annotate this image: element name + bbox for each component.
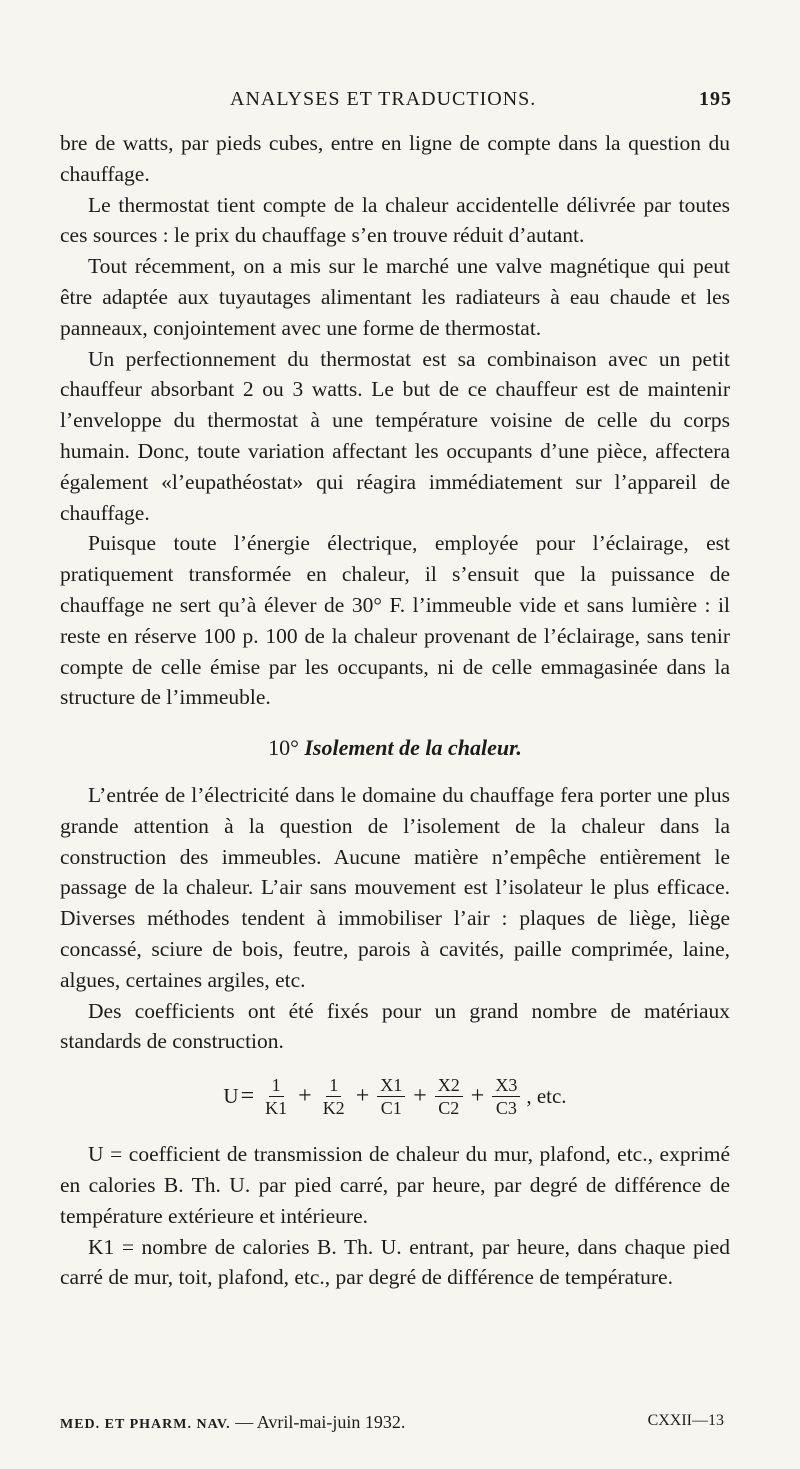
term-denominator: K2 <box>322 1097 345 1118</box>
footer-dash: — <box>235 1412 254 1432</box>
term-denominator: K1 <box>265 1097 288 1118</box>
section-title: Isolement de la chaleur. <box>304 735 522 761</box>
paragraph-3: Tout récemment, on a mis sur le marché une valve magnétique qui peut être adaptée aux tuyautages alimentant les radiateurs à eau chaude et les panneaux, conjointement avec une forme de thermostat. <box>60 254 730 340</box>
journal-name: MED. ET PHARM. NAV. <box>60 1417 231 1432</box>
page-header <box>60 88 732 120</box>
formula-term <box>377 1074 405 1119</box>
page-number: 195 <box>699 88 732 110</box>
paragraph-1: bre de watts, par pieds cubes, entre en ligne de compte dans la question du chauffage. <box>60 131 730 186</box>
term-numerator: X3 <box>492 1074 520 1097</box>
running-title: ANALYSES ET TRADUCTIONS. <box>230 88 537 110</box>
formula <box>60 1067 730 1125</box>
formula-equals: = <box>240 1082 255 1109</box>
formula-plus: + <box>470 1082 485 1109</box>
section-heading <box>60 733 730 764</box>
printer-signature: CXXII—13 <box>647 1412 724 1429</box>
term-denominator: C2 <box>438 1097 460 1118</box>
term-numerator: 1 <box>269 1074 284 1097</box>
formula-plus: + <box>298 1082 312 1109</box>
term-numerator: 1 <box>326 1074 341 1097</box>
formula-lhs: U <box>223 1083 239 1108</box>
paragraph-6: L’entrée de l’électricité dans le domaine du chauffage fera porter une plus grande attention à la question de l’isolement de la chaleur dans la construction des immeubles. Aucune matière n’empêche entièrement le passage de la chaleur. L’air sans mouvement est l’isolateur le plus efficace. Diverses méthodes tendent à immobiliser l’air : plaques de liège, liège concassé, sciure de bois, feutre, parois à cavités, paille comprimée, laine, algues, certaines argiles, etc. <box>60 782 730 992</box>
term-denominator: C3 <box>495 1097 517 1118</box>
formula-tail: , etc. <box>526 1083 567 1108</box>
formula-term <box>435 1074 463 1119</box>
paragraph-2: Le thermostat tient compte de la chaleur accidentelle délivrée par toutes ces sources : le prix du chauffage s’en trouve réduit d’autant. <box>60 192 730 248</box>
paragraph-5: Puisque toute l’énergie électrique, employée pour l’éclairage, est pratiquement transformée en chaleur, il s’ensuit que la puissance de chauffage ne sert qu’à élever de 30° F. l’immeuble vide et sans lumière : il reste en réserve 100 p. 100 de la chaleur provenant de l’éclairage, sans tenir compte de celle émise par les occupants, ni de celle emmagasinée dans la structure de l’immeuble. <box>60 531 730 710</box>
formula-term <box>262 1074 290 1119</box>
issue-date: Avril-mai-juin 1932. <box>256 1412 406 1432</box>
formula-plus: + <box>413 1082 427 1109</box>
paragraph-7: Des coefficients ont été fixés pour un grand nombre de matériaux standards de construction. <box>60 998 730 1054</box>
formula-term <box>320 1074 348 1119</box>
section-number: 10° <box>268 735 299 761</box>
journal-line <box>60 1412 405 1433</box>
term-denominator: C1 <box>380 1097 402 1118</box>
term-numerator: X2 <box>435 1074 463 1097</box>
formula-term <box>492 1074 520 1119</box>
page-footer <box>60 1412 732 1442</box>
paragraph-9: K1 = nombre de calories B. Th. U. entrant, par heure, dans chaque pied carré de mur, toit, plafond, etc., par degré de différence de température. <box>60 1234 730 1290</box>
paragraph-4: Un perfectionnement du thermostat est sa combinaison avec un petit chauffeur absorbant 2 ou 3 watts. Le but de ce chauffeur est de maintenir l’enveloppe du thermostat à une température voisine de celle du corps humain. Donc, toute variation affectant les occupants d’une pièce, affectera également «l’eupathéostat» qui réagira immédiatement sur l’appareil de chauffage. <box>60 346 730 525</box>
formula-plus: + <box>355 1082 370 1109</box>
article-body <box>60 128 730 1293</box>
term-numerator: X1 <box>377 1074 405 1097</box>
paragraph-8: U = coefficient de transmission de chaleur du mur, plafond, etc., exprimé en calories B. Th. U. par pied carré, par heure, par degré de différence de température extérieure et intérieure. <box>60 1142 730 1228</box>
